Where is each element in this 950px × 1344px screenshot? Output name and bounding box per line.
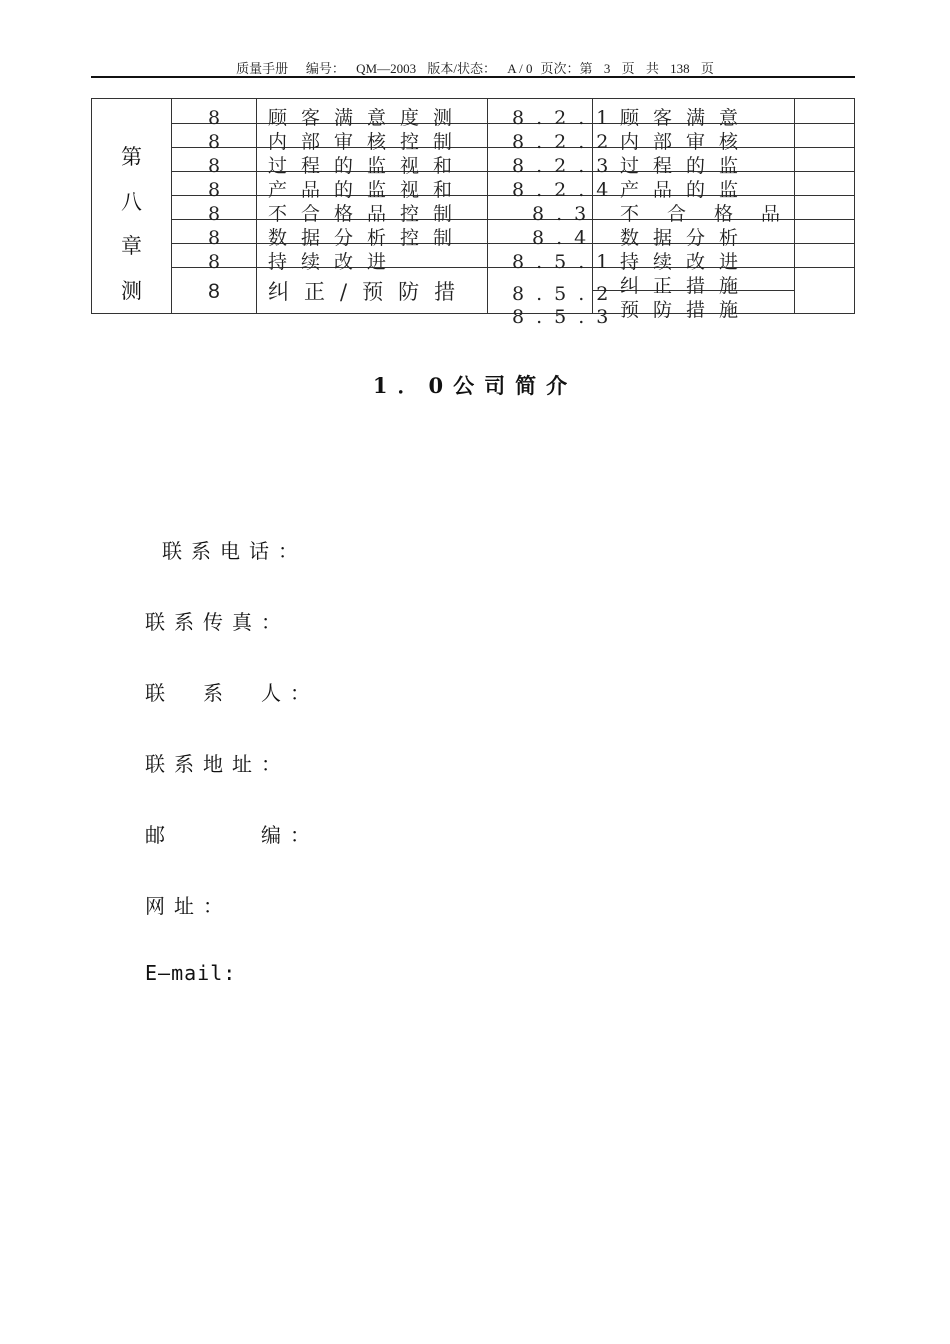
header-page-unit: 页: [621, 61, 635, 76]
toc-row-item: 产品的监: [620, 179, 753, 201]
toc-row-title: 纠正/预防措: [268, 280, 471, 304]
toc-row-title: 顾客满意度测: [268, 107, 467, 129]
toc-row-code: 8.2.3: [512, 155, 621, 177]
contact-address-label: 联系地址：: [145, 752, 290, 776]
toc-row-title: 持续改进: [268, 251, 401, 273]
toc-row-title: 不合格品控制: [268, 203, 467, 225]
toc-row-num: 8: [207, 251, 221, 273]
toc-col-divider: [256, 99, 257, 313]
header-total-label: 共: [645, 61, 659, 76]
contact-phone-label: 联系电话：: [162, 539, 307, 563]
toc-row-title: 数据分析控制: [268, 227, 467, 249]
toc-col-divider: [487, 99, 488, 313]
toc-row-item: 顾客满意: [620, 107, 753, 129]
toc-row-item: 不合格品: [620, 203, 809, 225]
contact-email-label: E—mail:: [145, 961, 237, 985]
toc-row-num: 8: [207, 155, 221, 177]
header-code-label: 编号：: [305, 61, 345, 76]
toc-chapter-cell: [92, 99, 171, 313]
contact-fax-label: 联系传真：: [145, 610, 290, 634]
toc-row-item: 内部审核: [620, 131, 753, 153]
contact-website-label: 网址：: [145, 894, 232, 918]
toc-row-item: 纠正措施: [620, 275, 753, 297]
header-version-label: 版本/状态：: [427, 61, 496, 76]
toc-row-code: 8.3: [532, 203, 599, 225]
contact-person-label: 联 系 人：: [145, 681, 319, 705]
header-code: QM—2003: [356, 61, 417, 76]
contact-postcode-label: 邮 编：: [145, 823, 319, 847]
toc-row-num: 8: [207, 203, 221, 225]
toc-row-code: 8.5.2: [512, 283, 621, 305]
header-total-unit: 页: [700, 61, 714, 76]
toc-row-title: 过程的监视和: [268, 155, 467, 177]
toc-row-code: 8.2.1: [512, 107, 621, 129]
toc-row-code: 8.4: [532, 227, 599, 249]
section-title: 1．0公司简介: [372, 373, 578, 398]
toc-row-item: 预防措施: [620, 299, 753, 321]
toc-row-code: 8.2.2: [512, 131, 621, 153]
toc-row-num: 8: [208, 280, 220, 303]
toc-row-code: 8.5.1: [512, 251, 621, 273]
toc-row-num: 8: [207, 227, 221, 249]
toc-row-num: 8: [207, 107, 221, 129]
chapter-char: 测: [121, 278, 142, 303]
header-page-label: 页次：第: [540, 61, 593, 76]
toc-row-code: 8.2.4: [512, 179, 621, 201]
toc-table: [91, 98, 855, 328]
header-page: 3: [603, 61, 611, 76]
toc-row-code: 8.5.3: [512, 306, 621, 328]
chapter-char: 章: [121, 234, 142, 259]
page-header: [0, 58, 950, 77]
header-manual: 质量手册: [236, 61, 289, 76]
header-version: A / 0: [507, 61, 533, 76]
toc-row-num: 8: [207, 131, 221, 153]
toc-row-num: 8: [207, 179, 221, 201]
toc-row-item: 过程的监: [620, 155, 753, 177]
toc-row-title: 产品的监视和: [268, 179, 467, 201]
toc-row-item: 持续改进: [620, 251, 753, 273]
header-rule: [91, 76, 855, 78]
chapter-char: 八: [121, 189, 142, 214]
chapter-char: 第: [121, 145, 142, 170]
header-total: 138: [670, 61, 690, 76]
toc-row-item: 数据分析: [620, 227, 753, 249]
toc-row-title: 内部审核控制: [268, 131, 467, 153]
